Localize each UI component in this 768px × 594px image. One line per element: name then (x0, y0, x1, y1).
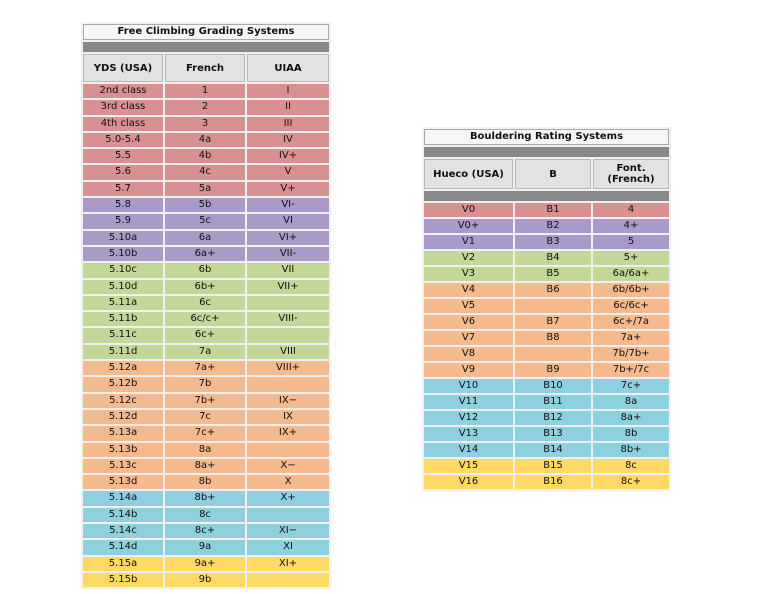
b-cell: B16 (515, 475, 591, 489)
table-row (424, 427, 669, 441)
font-cell: 4+ (593, 219, 669, 233)
table-row (83, 394, 329, 408)
yds-cell: 5.11a (83, 296, 163, 310)
yds-cell: 5.0-5.4 (83, 133, 163, 147)
uiaa-cell (247, 443, 329, 457)
uiaa-cell: VI (247, 214, 329, 228)
table-row (83, 377, 329, 391)
column-header-uiaa: UIAA (247, 54, 329, 82)
french-cell: 7c (165, 410, 245, 424)
french-cell: 7b+ (165, 394, 245, 408)
uiaa-cell: X− (247, 459, 329, 473)
table-row (83, 312, 329, 326)
french-cell: 2 (165, 100, 245, 114)
hueco-cell: V16 (424, 475, 513, 489)
table-row (83, 410, 329, 424)
yds-cell: 5.11b (83, 312, 163, 326)
table-row (424, 267, 669, 281)
french-cell: 6b+ (165, 280, 245, 294)
yds-cell: 5.15a (83, 557, 163, 571)
b-cell: B11 (515, 395, 591, 409)
font-cell: 6c+/7a (593, 315, 669, 329)
table-divider-bar (424, 147, 669, 157)
french-cell: 7a (165, 345, 245, 359)
font-cell: 7c+ (593, 379, 669, 393)
french-cell: 6b (165, 263, 245, 277)
hueco-cell: V10 (424, 379, 513, 393)
french-cell: 5a (165, 182, 245, 196)
table-row (424, 459, 669, 473)
uiaa-cell: VII- (247, 247, 329, 261)
table-row (83, 345, 329, 359)
uiaa-cell (247, 508, 329, 522)
table-row (83, 508, 329, 522)
uiaa-cell: VIII- (247, 312, 329, 326)
b-cell: B4 (515, 251, 591, 265)
french-cell: 6c+ (165, 328, 245, 342)
table-row (83, 524, 329, 538)
uiaa-cell: IX (247, 410, 329, 424)
table-row (83, 165, 329, 179)
bouldering-table-title: Bouldering Rating Systems (424, 129, 669, 145)
hueco-cell: V11 (424, 395, 513, 409)
yds-cell: 2nd class (83, 84, 163, 98)
table-row (83, 540, 329, 554)
uiaa-cell: V+ (247, 182, 329, 196)
table-row (83, 280, 329, 294)
yds-cell: 5.11c (83, 328, 163, 342)
table-row (424, 379, 669, 393)
uiaa-cell: XI+ (247, 557, 329, 571)
table-divider-bar (83, 42, 329, 52)
bouldering-rows (424, 203, 669, 489)
font-cell: 4 (593, 203, 669, 217)
font-cell: 5+ (593, 251, 669, 265)
yds-cell: 5.14c (83, 524, 163, 538)
table-row (83, 361, 329, 375)
yds-cell: 5.12a (83, 361, 163, 375)
font-cell: 8b+ (593, 443, 669, 457)
table-row (424, 299, 669, 313)
b-cell (515, 347, 591, 361)
french-cell: 8a+ (165, 459, 245, 473)
table-row (83, 557, 329, 571)
yds-cell: 5.10a (83, 231, 163, 245)
b-cell: B9 (515, 363, 591, 377)
french-cell: 7a+ (165, 361, 245, 375)
french-cell: 8b+ (165, 491, 245, 505)
table-row (424, 363, 669, 377)
table-row (83, 296, 329, 310)
french-cell: 8c (165, 508, 245, 522)
column-header-font: Font. (French) (593, 159, 669, 189)
yds-cell: 5.12b (83, 377, 163, 391)
yds-cell: 5.11d (83, 345, 163, 359)
french-cell: 9b (165, 573, 245, 587)
table-row (83, 100, 329, 114)
b-cell: B13 (515, 427, 591, 441)
yds-cell: 5.10b (83, 247, 163, 261)
uiaa-cell: I (247, 84, 329, 98)
hueco-cell: V3 (424, 267, 513, 281)
french-cell: 8c+ (165, 524, 245, 538)
yds-cell: 5.5 (83, 149, 163, 163)
uiaa-cell (247, 328, 329, 342)
table-row (83, 263, 329, 277)
font-cell: 6b/6b+ (593, 283, 669, 297)
table-row (424, 235, 669, 249)
uiaa-cell: IX− (247, 394, 329, 408)
hueco-cell: V6 (424, 315, 513, 329)
b-cell: B15 (515, 459, 591, 473)
yds-cell: 5.10d (83, 280, 163, 294)
french-cell: 1 (165, 84, 245, 98)
uiaa-cell: VII (247, 263, 329, 277)
french-cell: 4c (165, 165, 245, 179)
column-header-yds: YDS (USA) (83, 54, 163, 82)
hueco-cell: V15 (424, 459, 513, 473)
french-cell: 9a+ (165, 557, 245, 571)
yds-cell: 5.12d (83, 410, 163, 424)
hueco-cell: V14 (424, 443, 513, 457)
uiaa-cell: IV (247, 133, 329, 147)
table-row (83, 247, 329, 261)
table-row (424, 475, 669, 489)
table-row (424, 347, 669, 361)
uiaa-cell: IV+ (247, 149, 329, 163)
uiaa-cell (247, 296, 329, 310)
yds-cell: 5.13a (83, 426, 163, 440)
hueco-cell: V12 (424, 411, 513, 425)
uiaa-cell: VI- (247, 198, 329, 212)
yds-cell: 5.15b (83, 573, 163, 587)
uiaa-cell (247, 377, 329, 391)
french-cell: 5c (165, 214, 245, 228)
table-row (83, 459, 329, 473)
hueco-cell: V0+ (424, 219, 513, 233)
font-cell: 8a+ (593, 411, 669, 425)
b-cell (515, 299, 591, 313)
b-cell: B1 (515, 203, 591, 217)
uiaa-cell: III (247, 117, 329, 131)
table-row (424, 219, 669, 233)
table-row (83, 84, 329, 98)
hueco-cell: V9 (424, 363, 513, 377)
column-header-hueco: Hueco (USA) (424, 159, 513, 189)
yds-cell: 5.8 (83, 198, 163, 212)
table-row (424, 283, 669, 297)
french-cell: 3 (165, 117, 245, 131)
yds-cell: 5.14d (83, 540, 163, 554)
b-cell: B2 (515, 219, 591, 233)
yds-cell: 4th class (83, 117, 163, 131)
uiaa-cell: X (247, 475, 329, 489)
table-row (424, 443, 669, 457)
font-cell: 8c+ (593, 475, 669, 489)
table-row (424, 411, 669, 425)
table-divider-bar (424, 191, 669, 201)
french-cell: 6c (165, 296, 245, 310)
font-cell: 6c/6c+ (593, 299, 669, 313)
b-cell: B12 (515, 411, 591, 425)
yds-cell: 5.14b (83, 508, 163, 522)
hueco-cell: V5 (424, 299, 513, 313)
free-climbing-table-title: Free Climbing Grading Systems (83, 24, 329, 40)
table-row (83, 198, 329, 212)
font-cell: 6a/6a+ (593, 267, 669, 281)
column-header-b: B (515, 159, 591, 189)
yds-cell: 5.12c (83, 394, 163, 408)
bouldering-rating-table (422, 127, 671, 491)
b-cell: B6 (515, 283, 591, 297)
uiaa-cell: VI+ (247, 231, 329, 245)
b-cell: B8 (515, 331, 591, 345)
font-cell: 7b+/7c (593, 363, 669, 377)
table-row (83, 133, 329, 147)
table-row (83, 117, 329, 131)
b-cell: B5 (515, 267, 591, 281)
french-cell: 7c+ (165, 426, 245, 440)
yds-cell: 5.7 (83, 182, 163, 196)
b-cell: B3 (515, 235, 591, 249)
hueco-cell: V8 (424, 347, 513, 361)
table-row (83, 573, 329, 587)
table-row (83, 443, 329, 457)
b-cell: B7 (515, 315, 591, 329)
table-row (424, 203, 669, 217)
hueco-cell: V4 (424, 283, 513, 297)
table-row (83, 182, 329, 196)
table-row (83, 149, 329, 163)
uiaa-cell: IX+ (247, 426, 329, 440)
yds-cell: 5.9 (83, 214, 163, 228)
b-cell: B10 (515, 379, 591, 393)
hueco-cell: V13 (424, 427, 513, 441)
table-row (83, 231, 329, 245)
hueco-cell: V2 (424, 251, 513, 265)
french-cell: 5b (165, 198, 245, 212)
table-row (424, 331, 669, 345)
table-row (424, 315, 669, 329)
font-cell: 5 (593, 235, 669, 249)
table-row (83, 491, 329, 505)
font-cell: 7b/7b+ (593, 347, 669, 361)
hueco-cell: V0 (424, 203, 513, 217)
yds-cell: 5.13d (83, 475, 163, 489)
french-cell: 6a (165, 231, 245, 245)
french-cell: 6c/c+ (165, 312, 245, 326)
column-header-french: French (165, 54, 245, 82)
table-row (83, 426, 329, 440)
french-cell: 6a+ (165, 247, 245, 261)
uiaa-cell: XI (247, 540, 329, 554)
french-cell: 4a (165, 133, 245, 147)
yds-cell: 5.10c (83, 263, 163, 277)
french-cell: 4b (165, 149, 245, 163)
uiaa-cell: VII+ (247, 280, 329, 294)
font-cell: 8a (593, 395, 669, 409)
french-cell: 8a (165, 443, 245, 457)
uiaa-cell (247, 573, 329, 587)
hueco-cell: V7 (424, 331, 513, 345)
uiaa-cell: V (247, 165, 329, 179)
font-cell: 8c (593, 459, 669, 473)
font-cell: 7a+ (593, 331, 669, 345)
yds-cell: 5.6 (83, 165, 163, 179)
table-row (424, 251, 669, 265)
hueco-cell: V1 (424, 235, 513, 249)
yds-cell: 5.13c (83, 459, 163, 473)
french-cell: 8b (165, 475, 245, 489)
table-row (83, 475, 329, 489)
yds-cell: 5.14a (83, 491, 163, 505)
uiaa-cell: VIII (247, 345, 329, 359)
french-cell: 9a (165, 540, 245, 554)
font-cell: 8b (593, 427, 669, 441)
uiaa-cell: II (247, 100, 329, 114)
free-climbing-grading-table (81, 22, 331, 589)
table-row (83, 328, 329, 342)
yds-cell: 5.13b (83, 443, 163, 457)
uiaa-cell: X+ (247, 491, 329, 505)
table-row (83, 214, 329, 228)
free-climbing-rows (83, 84, 329, 587)
yds-cell: 3rd class (83, 100, 163, 114)
uiaa-cell: XI− (247, 524, 329, 538)
uiaa-cell: VIII+ (247, 361, 329, 375)
b-cell: B14 (515, 443, 591, 457)
french-cell: 7b (165, 377, 245, 391)
table-row (424, 395, 669, 409)
